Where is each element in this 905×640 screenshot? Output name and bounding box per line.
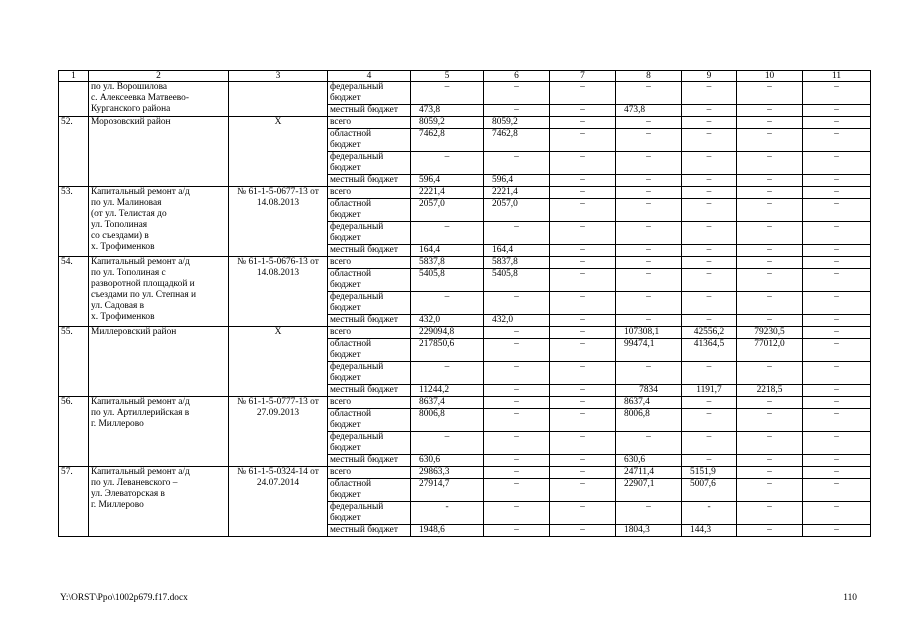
value-cell: – bbox=[616, 152, 682, 175]
value-cell: 107308,1 bbox=[616, 327, 682, 339]
value-cell: – bbox=[411, 362, 484, 385]
value-cell: – bbox=[737, 455, 803, 467]
value-cell: – bbox=[803, 432, 871, 455]
value-cell: – bbox=[803, 105, 871, 117]
value-cell: 24711,4 bbox=[616, 467, 682, 479]
value-cell: – bbox=[737, 292, 803, 315]
value-cell: – bbox=[737, 129, 803, 152]
budget-type: федеральный бюджет bbox=[328, 292, 411, 315]
value-cell: – bbox=[737, 199, 803, 222]
row-number: 54. bbox=[59, 257, 89, 327]
budget-type: областной бюджет bbox=[328, 269, 411, 292]
value-cell: – bbox=[550, 117, 616, 129]
value-cell: – bbox=[550, 362, 616, 385]
value-cell: – bbox=[411, 222, 484, 245]
column-number: 5 bbox=[411, 71, 484, 82]
value-cell: – bbox=[682, 315, 737, 327]
value-cell: 2221,4 bbox=[484, 187, 550, 199]
value-cell: 432,0 bbox=[484, 315, 550, 327]
budget-type: федеральный бюджет bbox=[328, 222, 411, 245]
value-cell: – bbox=[484, 222, 550, 245]
value-cell: – bbox=[737, 315, 803, 327]
value-cell: – bbox=[484, 409, 550, 432]
value-cell: 1804,3 bbox=[616, 525, 682, 537]
value-cell: – bbox=[550, 222, 616, 245]
value-cell: – bbox=[682, 397, 737, 409]
value-cell: – bbox=[550, 397, 616, 409]
value-cell: – bbox=[737, 525, 803, 537]
value-cell: – bbox=[484, 292, 550, 315]
budget-type: областной бюджет bbox=[328, 479, 411, 502]
value-cell: – bbox=[682, 245, 737, 257]
value-cell: 1191,7 bbox=[682, 385, 737, 397]
value-cell: – bbox=[550, 292, 616, 315]
value-cell: – bbox=[803, 479, 871, 502]
value-cell: – bbox=[550, 152, 616, 175]
table-row bbox=[59, 467, 871, 479]
value-cell: – bbox=[803, 327, 871, 339]
value-cell: 2221,4 bbox=[411, 187, 484, 199]
value-cell: 164,4 bbox=[411, 245, 484, 257]
value-cell: 8059,2 bbox=[484, 117, 550, 129]
value-cell: – bbox=[803, 455, 871, 467]
value-cell: 5405,8 bbox=[484, 269, 550, 292]
value-cell: – bbox=[411, 432, 484, 455]
value-cell: – bbox=[803, 362, 871, 385]
budget-type: федеральный бюджет bbox=[328, 152, 411, 175]
value-cell: – bbox=[682, 105, 737, 117]
value-cell: – bbox=[682, 269, 737, 292]
value-cell: – bbox=[616, 129, 682, 152]
value-cell: – bbox=[737, 117, 803, 129]
object-name: Капитальный ремонт а/д по ул. Малиновая (от ул. Телистая до ул. Тополиная со съездами) в х. Трофименков bbox=[89, 187, 229, 257]
value-cell: 29863,3 bbox=[411, 467, 484, 479]
value-cell: – bbox=[682, 362, 737, 385]
value-cell: – bbox=[616, 199, 682, 222]
budget-type: федеральный бюджет bbox=[328, 502, 411, 525]
value-cell: 99474,1 bbox=[616, 339, 682, 362]
object-name: Капитальный ремонт а/д по ул. Тополиная с разворотной площадкой и съездами по ул. Степная и ул. Садовая в х. Трофименков bbox=[89, 257, 229, 327]
contract-number: № 61-1-5-0324-14 от 24.07.2014 bbox=[229, 467, 328, 537]
column-number: 9 bbox=[682, 71, 737, 82]
value-cell: – bbox=[616, 222, 682, 245]
value-cell: – bbox=[737, 257, 803, 269]
value-cell: – bbox=[484, 385, 550, 397]
value-cell: 8006,8 bbox=[616, 409, 682, 432]
value-cell: 2057,0 bbox=[411, 199, 484, 222]
row-number: 55. bbox=[59, 327, 89, 397]
value-cell: 1948,6 bbox=[411, 525, 484, 537]
value-cell: – bbox=[550, 257, 616, 269]
object-name: Капитальный ремонт а/д по ул. Артиллерийская в г. Миллерово bbox=[89, 397, 229, 467]
row-number: 56. bbox=[59, 397, 89, 467]
value-cell: – bbox=[737, 82, 803, 105]
value-cell: – bbox=[803, 467, 871, 479]
value-cell: – bbox=[484, 467, 550, 479]
column-number: 4 bbox=[328, 71, 411, 82]
value-cell: – bbox=[682, 117, 737, 129]
value-cell: – bbox=[737, 397, 803, 409]
value-cell: – bbox=[803, 82, 871, 105]
value-cell: – bbox=[550, 105, 616, 117]
value-cell: – bbox=[682, 187, 737, 199]
value-cell: – bbox=[484, 327, 550, 339]
value-cell: 2218,5 bbox=[737, 385, 803, 397]
value-cell: – bbox=[803, 269, 871, 292]
value-cell: 5837,8 bbox=[484, 257, 550, 269]
value-cell: – bbox=[803, 502, 871, 525]
value-cell: – bbox=[616, 432, 682, 455]
budget-type: местный бюджет bbox=[328, 245, 411, 257]
value-cell: – bbox=[550, 467, 616, 479]
value-cell: – bbox=[550, 199, 616, 222]
value-cell: – bbox=[550, 187, 616, 199]
value-cell: 229094,8 bbox=[411, 327, 484, 339]
value-cell: – bbox=[550, 129, 616, 152]
object-name: Морозовский район bbox=[89, 117, 229, 187]
table-row bbox=[59, 327, 871, 339]
object-name: Миллеровский район bbox=[89, 327, 229, 397]
value-cell: – bbox=[682, 292, 737, 315]
value-cell: – bbox=[616, 502, 682, 525]
value-cell: – bbox=[682, 409, 737, 432]
budget-type: федеральный бюджет bbox=[328, 82, 411, 105]
value-cell: 432,0 bbox=[411, 315, 484, 327]
value-cell: – bbox=[484, 455, 550, 467]
value-cell: – bbox=[550, 245, 616, 257]
value-cell: – bbox=[803, 409, 871, 432]
budget-table bbox=[58, 70, 871, 537]
value-cell: – bbox=[616, 187, 682, 199]
value-cell: – bbox=[803, 129, 871, 152]
value-cell: – bbox=[550, 432, 616, 455]
value-cell: – bbox=[411, 292, 484, 315]
column-number: 2 bbox=[89, 71, 229, 82]
budget-type: федеральный бюджет bbox=[328, 432, 411, 455]
budget-type: всего bbox=[328, 257, 411, 269]
value-cell: 8637,4 bbox=[411, 397, 484, 409]
value-cell: – bbox=[682, 455, 737, 467]
column-number: 1 bbox=[59, 71, 89, 82]
value-cell: – bbox=[737, 105, 803, 117]
value-cell: – bbox=[484, 397, 550, 409]
value-cell: 41364,5 bbox=[682, 339, 737, 362]
value-cell: – bbox=[550, 479, 616, 502]
value-cell: – bbox=[803, 397, 871, 409]
value-cell: 11244,2 bbox=[411, 385, 484, 397]
value-cell: – bbox=[737, 152, 803, 175]
contract-number: № 61-1-5-0677-13 от 14.08.2013 bbox=[229, 187, 328, 257]
value-cell: – bbox=[803, 385, 871, 397]
value-cell: 144,3 bbox=[682, 525, 737, 537]
value-cell: 217850,6 bbox=[411, 339, 484, 362]
budget-type: федеральный бюджет bbox=[328, 362, 411, 385]
contract-number: Х bbox=[229, 327, 328, 397]
value-cell: – bbox=[411, 152, 484, 175]
value-cell: – bbox=[484, 362, 550, 385]
value-cell: – bbox=[411, 82, 484, 105]
contract-number: Х bbox=[229, 117, 328, 187]
value-cell: – bbox=[803, 257, 871, 269]
value-cell: – bbox=[737, 432, 803, 455]
value-cell: – bbox=[803, 315, 871, 327]
value-cell: – bbox=[484, 502, 550, 525]
value-cell: – bbox=[803, 292, 871, 315]
budget-type: областной бюджет bbox=[328, 339, 411, 362]
budget-type: всего bbox=[328, 397, 411, 409]
value-cell: 596,4 bbox=[484, 175, 550, 187]
value-cell: 5405,8 bbox=[411, 269, 484, 292]
value-cell: 27914,7 bbox=[411, 479, 484, 502]
value-cell: 5151,9 bbox=[682, 467, 737, 479]
value-cell: – bbox=[484, 479, 550, 502]
value-cell: 7462,8 bbox=[484, 129, 550, 152]
table-row bbox=[59, 117, 871, 129]
value-cell: – bbox=[550, 82, 616, 105]
contract-number bbox=[229, 82, 328, 117]
budget-type: областной бюджет bbox=[328, 409, 411, 432]
value-cell: 7834 bbox=[616, 385, 682, 397]
value-cell: – bbox=[737, 187, 803, 199]
value-cell: – bbox=[682, 129, 737, 152]
value-cell: – bbox=[737, 269, 803, 292]
value-cell: – bbox=[682, 222, 737, 245]
budget-type: всего bbox=[328, 467, 411, 479]
value-cell: 8059,2 bbox=[411, 117, 484, 129]
value-cell: 8006,8 bbox=[411, 409, 484, 432]
column-number: 10 bbox=[737, 71, 803, 82]
value-cell: - bbox=[411, 502, 484, 525]
value-cell: – bbox=[803, 245, 871, 257]
document-path: Y:\ORST\Ppo\1002p679.f17.docx bbox=[60, 593, 188, 603]
budget-type: местный бюджет bbox=[328, 315, 411, 327]
value-cell: - bbox=[682, 502, 737, 525]
value-cell: 8637,4 bbox=[616, 397, 682, 409]
value-cell: – bbox=[550, 502, 616, 525]
value-cell: – bbox=[550, 269, 616, 292]
value-cell: – bbox=[616, 245, 682, 257]
row-number: 52. bbox=[59, 117, 89, 187]
contract-number: № 61-1-5-0777-13 от 27.09.2013 bbox=[229, 397, 328, 467]
value-cell: 5007,6 bbox=[682, 479, 737, 502]
value-cell: – bbox=[484, 432, 550, 455]
budget-type: всего bbox=[328, 117, 411, 129]
value-cell: – bbox=[737, 467, 803, 479]
value-cell: – bbox=[682, 175, 737, 187]
value-cell: 2057,0 bbox=[484, 199, 550, 222]
value-cell: – bbox=[550, 315, 616, 327]
column-number: 11 bbox=[803, 71, 871, 82]
column-number: 3 bbox=[229, 71, 328, 82]
row-number bbox=[59, 82, 89, 117]
table-row bbox=[59, 82, 871, 105]
budget-type: местный бюджет bbox=[328, 105, 411, 117]
value-cell: – bbox=[682, 199, 737, 222]
value-cell: – bbox=[682, 152, 737, 175]
value-cell: – bbox=[550, 327, 616, 339]
value-cell: 79230,5 bbox=[737, 327, 803, 339]
value-cell: 630,6 bbox=[616, 455, 682, 467]
column-number-row bbox=[59, 71, 871, 82]
value-cell: – bbox=[484, 82, 550, 105]
value-cell: 164,4 bbox=[484, 245, 550, 257]
value-cell: – bbox=[803, 187, 871, 199]
value-cell: 22907,1 bbox=[616, 479, 682, 502]
value-cell: – bbox=[616, 292, 682, 315]
object-name: Капитальный ремонт а/д по ул. Леваневского – ул. Элеваторская в г. Миллерово bbox=[89, 467, 229, 537]
value-cell: – bbox=[550, 455, 616, 467]
column-number: 7 bbox=[550, 71, 616, 82]
budget-type: областной бюджет bbox=[328, 129, 411, 152]
budget-type: местный бюджет bbox=[328, 175, 411, 187]
column-number: 8 bbox=[616, 71, 682, 82]
value-cell: – bbox=[803, 339, 871, 362]
value-cell: – bbox=[616, 362, 682, 385]
row-number: 57. bbox=[59, 467, 89, 537]
table-row bbox=[59, 187, 871, 199]
value-cell: – bbox=[616, 269, 682, 292]
value-cell: – bbox=[803, 525, 871, 537]
value-cell: 77012,0 bbox=[737, 339, 803, 362]
value-cell: – bbox=[616, 257, 682, 269]
budget-type: местный бюджет bbox=[328, 525, 411, 537]
value-cell: – bbox=[737, 409, 803, 432]
value-cell: – bbox=[682, 432, 737, 455]
value-cell: 473,8 bbox=[616, 105, 682, 117]
value-cell: – bbox=[616, 175, 682, 187]
value-cell: – bbox=[737, 502, 803, 525]
contract-number: № 61-1-5-0676-13 от 14.08.2013 bbox=[229, 257, 328, 327]
value-cell: – bbox=[616, 117, 682, 129]
value-cell: – bbox=[616, 82, 682, 105]
value-cell: – bbox=[484, 339, 550, 362]
value-cell: – bbox=[737, 245, 803, 257]
value-cell: – bbox=[737, 362, 803, 385]
value-cell: – bbox=[682, 257, 737, 269]
value-cell: – bbox=[737, 175, 803, 187]
row-number: 53. bbox=[59, 187, 89, 257]
value-cell: 42556,2 bbox=[682, 327, 737, 339]
value-cell: 7462,8 bbox=[411, 129, 484, 152]
value-cell: 630,6 bbox=[411, 455, 484, 467]
value-cell: – bbox=[803, 117, 871, 129]
value-cell: – bbox=[550, 409, 616, 432]
value-cell: – bbox=[682, 82, 737, 105]
value-cell: 596,4 bbox=[411, 175, 484, 187]
value-cell: – bbox=[803, 152, 871, 175]
value-cell: 5837,8 bbox=[411, 257, 484, 269]
value-cell: – bbox=[550, 175, 616, 187]
budget-type: местный бюджет bbox=[328, 455, 411, 467]
budget-type: всего bbox=[328, 187, 411, 199]
value-cell: – bbox=[550, 339, 616, 362]
value-cell: – bbox=[616, 315, 682, 327]
budget-type: областной бюджет bbox=[328, 199, 411, 222]
value-cell: – bbox=[484, 152, 550, 175]
page-number: 110 bbox=[843, 593, 857, 603]
value-cell: – bbox=[803, 199, 871, 222]
budget-type: местный бюджет bbox=[328, 385, 411, 397]
value-cell: – bbox=[803, 222, 871, 245]
value-cell: 473,8 bbox=[411, 105, 484, 117]
column-number: 6 bbox=[484, 71, 550, 82]
value-cell: – bbox=[484, 525, 550, 537]
value-cell: – bbox=[737, 222, 803, 245]
budget-type: всего bbox=[328, 327, 411, 339]
table-row bbox=[59, 257, 871, 269]
value-cell: – bbox=[737, 479, 803, 502]
value-cell: – bbox=[550, 525, 616, 537]
table-row bbox=[59, 397, 871, 409]
value-cell: – bbox=[550, 385, 616, 397]
value-cell: – bbox=[484, 105, 550, 117]
object-name: по ул. Ворошилова с. Алексеевка Матвеево- Курганского района bbox=[89, 82, 229, 117]
value-cell: – bbox=[803, 175, 871, 187]
